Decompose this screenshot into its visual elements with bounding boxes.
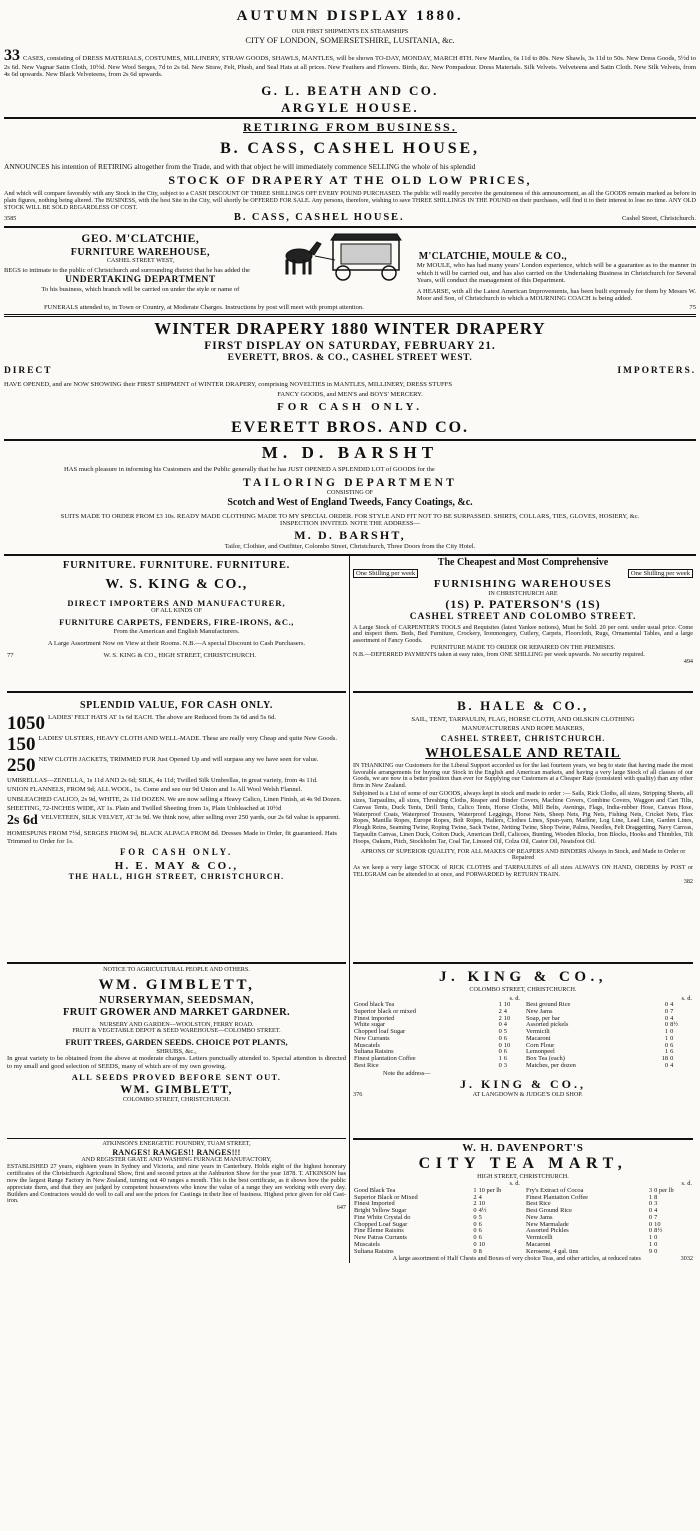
ad-trade: SAIL, TENT, TARPAULIN, FLAG, HORSE CLOTH, AND OILSKIN CLOTHING bbox=[411, 716, 635, 724]
price-item: Corn Flour bbox=[526, 1041, 555, 1049]
price-pence: 4½ bbox=[478, 1207, 487, 1215]
price-shillings: 1 bbox=[498, 1001, 502, 1009]
price-pence: 0 bbox=[670, 1034, 674, 1042]
price-table-left bbox=[353, 1181, 521, 1255]
ad-ranges: RANGES! RANGES!! RANGES!!! bbox=[112, 1148, 241, 1158]
ad-number: 3032 bbox=[680, 1255, 693, 1263]
ad-consisting: CONSISTING OF bbox=[326, 489, 374, 497]
ad-address: COLOMBO STREET, CHRISTCHURCH. bbox=[122, 1095, 231, 1103]
ad-subtitle: AND REGISTER GRATE AND WASHING FURNACE MANUFACTORY, bbox=[81, 1156, 272, 1164]
price-shillings: 1 bbox=[648, 1193, 653, 1201]
price-shillings: 1 bbox=[648, 1234, 653, 1242]
price-pence: 4 bbox=[478, 1193, 482, 1201]
ad-address: Cashel Street, Christchurch. bbox=[622, 215, 696, 223]
ad-mclatchie-footer bbox=[4, 304, 696, 311]
ad-title: RETIRING FROM BUSINESS. bbox=[242, 120, 458, 135]
ad-firm: W. S. KING & CO., bbox=[105, 576, 248, 592]
ad-item: SHEETING, 72-INCHES WIDE, AT 1s. Plain and Twilled Sheeting from 1s, Plain Unbleached at 10½d bbox=[7, 805, 282, 813]
ad-subtitle: FIRST DISPLAY ON SATURDAY, FEBRUARY 21. bbox=[204, 340, 496, 353]
price-pence: 7 bbox=[670, 1007, 674, 1015]
ad-paterson bbox=[353, 556, 693, 689]
price-shillings: 2 bbox=[473, 1193, 477, 1201]
ad-stock: STOCK OF DRAPERY AT THE OLD LOW PRICES, bbox=[168, 173, 532, 188]
ad-body: A Large Stock of CARPENTER'S TOOLS and Requisites (latest Yankee notions), Must be Sold. 20 per cent. under usual price. Come and inspect them. Beds, Bed Furniture, Crockery, Ironmongery, Cutlery, Carpets, Floorcloth, Rugs, Ornamental Tables, and a large assortment of Fancy Goods. bbox=[353, 623, 693, 645]
ad-trade-2: MANUFACTURERS AND ROPE MAKERS, bbox=[461, 724, 585, 732]
price-unit-header: s. d. bbox=[681, 1180, 692, 1188]
price-item: Lemonpeel bbox=[526, 1048, 555, 1056]
price-pence: 4 bbox=[670, 1061, 674, 1069]
price-item: Good black Tea bbox=[354, 1001, 395, 1009]
price-pence: 10 bbox=[503, 1041, 511, 1049]
price-shillings: 0 bbox=[473, 1247, 477, 1255]
price-pence: 4 bbox=[670, 1014, 674, 1022]
ad-title: The Cheapest and Most Comprehensive bbox=[437, 557, 609, 569]
price-pence: 0 bbox=[654, 1240, 658, 1248]
price-shillings: 0 bbox=[648, 1220, 653, 1228]
price-pence: 6 bbox=[478, 1227, 482, 1235]
ad-firm: EVERETT BROS. AND CO. bbox=[231, 418, 469, 436]
price-pence: 10 bbox=[478, 1200, 485, 1208]
ad-footer bbox=[4, 212, 696, 224]
ad-number: 3585 bbox=[4, 215, 17, 223]
price-shillings: 0 bbox=[473, 1213, 477, 1221]
ad-firm: B. HALE & CO., bbox=[457, 698, 589, 714]
ad-intro: ANNOUNCES his intention of RETIRING altogether from the Trade, and with that object he will immediately commence SELLING the whole of his splendid bbox=[4, 161, 476, 171]
ad-note: Note the address— bbox=[383, 1070, 431, 1078]
ad-shilling-right: One Shilling per week bbox=[628, 569, 693, 578]
ad-aprons: APRONS OF SUPERIOR QUALITY, FOR ALL MAKES OF REAPERS AND BINDERS Always in Stock, and Made to Order or Repaired bbox=[360, 847, 686, 862]
price-shillings: 0 bbox=[498, 1041, 502, 1049]
price-unit-header: s. d. bbox=[509, 1180, 520, 1188]
price-pence: 4 bbox=[654, 1207, 658, 1215]
ad-footer: As we keep a very large STOCK of RICK CLOTHS and TARPAULINS of all sizes ALWAYS ON HAND, ORDERS by POST or TELEGRAM can be attended to at once, and FORWARDED by RETURN TRAIN. bbox=[353, 864, 693, 879]
ad-firm: B. CASS, CASHEL HOUSE, bbox=[220, 140, 480, 158]
ad-line-3: From the American and English Manufacturers. bbox=[113, 627, 240, 635]
ad-j-king bbox=[353, 966, 693, 1136]
ad-address: Tailor, Clothier, and Outfitter, Colombo Street, Christchurch, Three Doors from the City Hotel. bbox=[224, 543, 476, 551]
ad-department: TAILORING DEPARTMENT bbox=[242, 477, 458, 490]
ad-ws-king-furniture bbox=[7, 556, 346, 689]
ad-shilling-row bbox=[353, 569, 693, 578]
divider bbox=[4, 226, 696, 228]
price-shillings: 0 bbox=[473, 1240, 477, 1248]
ad-number: 382 bbox=[683, 877, 693, 885]
price-pence: 10 bbox=[654, 1220, 661, 1228]
ad-hearse-text: A HEARSE, with all the Latest American Improvements, has been built expressly for them by Messrs W. Moor and Son, of Christchurch to which a MOURNING COACH is being added. bbox=[416, 287, 696, 302]
ad-item: UNBLEACHED CALICO, 2s 9d, WHITE, 2s 11d DOZEN. We are now selling a Heavy Calico, Linen Finish, at 4s 9d Dozen. bbox=[7, 795, 342, 803]
price-shillings: 1 bbox=[664, 1034, 669, 1042]
ad-address: W. S. KING & CO., HIGH STREET, CHRISTCHURCH. bbox=[103, 651, 257, 659]
price-item: New Marmalade bbox=[526, 1220, 569, 1228]
price-item: Soap, per bar bbox=[526, 1014, 560, 1022]
price-shillings: 18 bbox=[661, 1055, 669, 1062]
ad-address: THE HALL, HIGH STREET, CHRISTCHURCH. bbox=[68, 872, 285, 882]
price-pence: 0 per lb bbox=[654, 1187, 674, 1195]
ad-street: HIGH STREET, CHRISTCHURCH. bbox=[477, 1172, 569, 1180]
price-item: New Currants bbox=[354, 1034, 390, 1042]
ad-heading: FURNISHING WAREHOUSES bbox=[433, 578, 613, 591]
price-item: Finest Imported bbox=[354, 1200, 395, 1208]
price-item: Best ground Rice bbox=[526, 1001, 571, 1009]
ad-firm: H. E. MAY & CO., bbox=[114, 859, 239, 872]
price-item: Finest plantation Coffee bbox=[354, 1055, 416, 1062]
ad-firm: WM. GIMBLETT, bbox=[98, 977, 255, 994]
ad-firm-partnership: M'CLATCHIE, MOULE & CO., bbox=[418, 250, 567, 262]
ad-body: HAVE OPENED, and are NOW SHOWING their FIRST SHIPMENT of WINTER DRAPERY, comprising NOVELTIES in MANTLES, MILLINERY, DRESS STUFFS bbox=[4, 381, 453, 389]
price-shillings: 1 bbox=[664, 1028, 669, 1036]
price-item: Bright Yellow Sugar bbox=[354, 1207, 407, 1215]
price-shillings: 1 bbox=[664, 1048, 669, 1056]
ad-of: OF ALL KINDS OF bbox=[151, 607, 202, 615]
item-text: VELVETEEN, SILK VELVET, AT 3s 9d. We think now, after selling over 250 yards, our 2s 6d value is apparent. bbox=[40, 814, 341, 822]
ad-body bbox=[4, 48, 696, 79]
ad-item: HOMESPUNS FROM 7½d, SERGES FROM 9d, BLACK ALPACA FROM 8d. Dresses Made to Order, fit guaranteed. Hats Trimmed to Order for 1s. bbox=[7, 830, 337, 845]
ad-firm: G. L. BEATH AND CO. bbox=[261, 82, 439, 98]
ad-street: COLOMBO STREET, CHRISTCHURCH. bbox=[469, 985, 577, 993]
price-unit-header: s. d. bbox=[681, 994, 692, 1002]
price-shillings: 0 bbox=[648, 1227, 653, 1235]
ad-he-may bbox=[7, 695, 346, 960]
price-shillings: 1 bbox=[648, 1240, 653, 1248]
price-pence: 10 per lb bbox=[478, 1187, 502, 1195]
ad-footer: A large assortment of Half Chests and Boxes of very choice Teas, and other articles, at reduced rates bbox=[392, 1255, 641, 1263]
price-pence: 4 bbox=[503, 1021, 507, 1029]
ad-title: SPLENDID VALUE, FOR CASH ONLY. bbox=[79, 700, 274, 712]
ad-title: AUTUMN DISPLAY 1880. bbox=[236, 8, 464, 24]
price-item: Finest imported bbox=[354, 1014, 395, 1022]
ad-footer bbox=[7, 652, 346, 659]
price-shillings: 0 bbox=[498, 1021, 502, 1029]
ad-firm: M. D. BARSHT bbox=[261, 443, 439, 463]
price-pence: 0 bbox=[654, 1234, 658, 1242]
ad-trade: FURNITURE WAREHOUSE, bbox=[70, 246, 211, 258]
price-list bbox=[353, 1181, 693, 1255]
price-shillings: 0 bbox=[664, 1014, 669, 1022]
divider bbox=[4, 314, 696, 317]
price-pence: 10 bbox=[503, 1014, 511, 1022]
ad-nursery: NURSERY AND GARDEN—WOOLSTON, FERRY ROAD. bbox=[99, 1020, 254, 1028]
price-item: New Jams bbox=[526, 1213, 553, 1221]
price-shillings: 2 bbox=[498, 1014, 502, 1022]
ad-left-column bbox=[4, 230, 281, 302]
price-shillings: 0 bbox=[648, 1207, 653, 1215]
ad-deferred: N.B.—DEFERRED PAYMENTS taken at easy rates, from ONE SHILLING per week upwards. No security required. bbox=[353, 650, 645, 658]
price-pence: 3 bbox=[503, 1061, 507, 1069]
ad-footer bbox=[353, 1092, 693, 1099]
ad-moule-text: Mr MOULE, who has had many years' London experience, which will be a guarantee as to the manner in which it will be carried out, and has also carried on the Undertaking Business in Christchurch for Several Years, will conduct the management of this Department. bbox=[416, 262, 696, 285]
price-shillings: 1 bbox=[498, 1055, 502, 1062]
divider bbox=[4, 439, 696, 441]
price-row bbox=[525, 1249, 693, 1256]
left-column bbox=[4, 556, 350, 1263]
price-shillings: 0 bbox=[473, 1220, 477, 1228]
ad-line-1: DIRECT IMPORTERS AND MANUFACTURER, bbox=[67, 597, 286, 608]
ad-body: In great variety to be obtained from the above at moderate charges. Letters punctually attended to. Special attention is directed to my small and good selection of SEEDS, many of which are of my own growing. bbox=[7, 1055, 346, 1070]
price-item: Best Ground Rice bbox=[526, 1207, 572, 1215]
price-item: Vermicelli bbox=[526, 1234, 553, 1242]
price-item: Matches, per dozen bbox=[526, 1061, 576, 1069]
divider bbox=[7, 962, 346, 964]
price-shillings: 0 bbox=[473, 1227, 477, 1235]
price-pence: 6 bbox=[503, 1055, 507, 1062]
ad-intro: BEGS to intimate to the public of Christchurch and surrounding district that he has added the bbox=[4, 266, 250, 274]
price-item: Good Black Tea bbox=[354, 1187, 396, 1195]
price-shillings: 0 bbox=[664, 1061, 669, 1069]
ad-street: CASHEL STREET WEST, bbox=[106, 257, 175, 265]
price-list bbox=[353, 996, 693, 1070]
ad-body-text: CASES, consisting of DRESS MATERIALS, COSTUMES, MILLINERY, STRAW GOODS, SHAWLS, MANTLES, will be shown TO-DAY, MONDAY, MARCH 8TH. New Mantles, 6s 11d to 80s. New Shawls, 3s 11d to 50s. New Dress Goods, 5½d to 2s 6d. New Vagnar Satin Cloth, 10½d. New Wool Serges, 7d to 2s 6d. New Straw, Felt, Plush, and Seal Hats at all prices. New Feathers and Flowers. Birds, &c. New Pompadour. Dress Materials. Silk Velvets. Velveteens and Satin Cloth. New Silk Velvets, from 4s 6d upwards. New Black Velveteens, from 2s 6d upwards. bbox=[4, 54, 696, 79]
ad-body: And which will compare favorably with any Stock in the City, subject to a CASH DISCOUNT OF THREE SHILLINGS OFF EVERY POUND PURCHASED. The public will readily perceive the genuineness of this announcement, as all the GOODS remain marked as before in plain figures, nothing being altered. The BUSINESS, with the best Site in the City, will shortly be OFFERED FOR SALE. Any persons, therefore, wishing to save THREE SHILLINGS IN THE POUND on their purchases, will find it to their interest to lose no time. ANY OLD STOCK WILL BE SOLD REGARDLESS OF COST. bbox=[4, 189, 696, 211]
price-item: New Jams bbox=[526, 1007, 553, 1015]
ad-body: To his business, which branch will be carried on under the style or name of bbox=[41, 286, 240, 294]
price-pence: 5 bbox=[478, 1213, 482, 1221]
divider bbox=[353, 691, 693, 693]
ad-footer-firm: J. KING & CO., bbox=[460, 1077, 586, 1092]
price-item: Box Tea (each) bbox=[526, 1055, 565, 1062]
ad-subtitle-ships: CITY OF LONDON, SOMERSETSHIRE, LUSITANIA, &c. bbox=[245, 35, 455, 46]
ad-firm-line: EVERETT, BROS. & CO., CASHEL STREET WEST. bbox=[227, 353, 473, 364]
price-item: New Patras Currants bbox=[354, 1234, 407, 1242]
price-shillings: 0 bbox=[648, 1213, 653, 1221]
ad-item bbox=[7, 714, 346, 733]
divider bbox=[353, 1138, 693, 1140]
ad-intro: HAS much pleasure in informing his Customers and the Public generally that he has JUST OPENED A SPLENDID LOT of GOODS for the bbox=[64, 465, 435, 473]
price-item: Kerosene, 4 gal. tins bbox=[526, 1247, 579, 1255]
price-shillings: 0 bbox=[498, 1048, 502, 1056]
price-shillings: 0 bbox=[664, 1007, 669, 1015]
ad-item bbox=[7, 735, 346, 754]
ad-street: CASHEL STREET, CHRISTCHURCH. bbox=[440, 734, 606, 744]
ad-item bbox=[7, 756, 346, 775]
ad-footer-row bbox=[353, 1256, 693, 1263]
price-shillings: 0 bbox=[498, 1034, 502, 1042]
price-shillings: 1 bbox=[473, 1187, 477, 1195]
ad-goods: Scotch and West of England Tweeds, Fancy Coatings, &c. bbox=[227, 497, 473, 509]
price-pence: 7 bbox=[654, 1213, 658, 1221]
price-item: White sugar bbox=[354, 1021, 386, 1029]
ad-importers: IMPORTERS. bbox=[617, 366, 696, 377]
ad-title: ATKINSON'S ENERGETIC FOUNDRY, TUAM STREET, bbox=[102, 1140, 251, 1148]
ad-body-2: FANCY GOODS, and MEN'S and BOYS' MERCERY. bbox=[277, 390, 423, 398]
ad-number: 75 bbox=[689, 304, 696, 312]
ad-body: ESTABLISHED 27 years, eighteen years in Sydney and Victoria, and nine years in Canterbury. Holds eight of the highest honorary certificates of the Christchurch Agricultural Show, first and second prizes at the Ashburton Show for the year 1878. T. ATKINSON has now the largest Range Factory in New Zealand, turning out 40 ranges a month. This is the best certificate, as it shows how the public appreciate them, and that they are judged by competent housewives who know the value of a range they are working with every day. Builders and Contractors would do well to call and see the prices for Castings in their line of business. Highest price given for old Cast-iron. bbox=[7, 1163, 346, 1205]
ad-winter-drapery bbox=[4, 319, 696, 437]
ad-footer-firm: M. D. BARSHT, bbox=[294, 528, 406, 543]
ad-firm: (1S) P. PATERSON'S (1S) bbox=[445, 596, 601, 611]
ad-firm: J. KING & CO., bbox=[439, 969, 607, 986]
ad-davenport bbox=[353, 1142, 693, 1263]
ad-autumn-display bbox=[4, 8, 696, 115]
ad-line-2: FURNITURE CARPETS, FENDERS, FIRE-IRONS, &C., bbox=[59, 617, 294, 628]
ad-gimblett bbox=[7, 966, 346, 1136]
ad-title: FURNITURE. FURNITURE. FURNITURE. bbox=[62, 560, 291, 572]
item-text: LADIES' FELT HATS AT 1s 6d EACH. The above are Reduced from 3s 6d and 5s 6d. bbox=[48, 713, 277, 721]
price-item: Superior Black or Mixed bbox=[354, 1193, 418, 1201]
ad-footer-firm: B. CASS, CASHEL HOUSE. bbox=[233, 212, 405, 224]
right-column bbox=[350, 556, 696, 1263]
price-pence: 4 bbox=[503, 1007, 507, 1015]
ad-body: IN THANKING our Customers for the Liberal Support accorded us for the last fourteen years, we beg to state that having made the most favorable arrangements for buying our Stock in the English and American markets, and having a very large Stock of all classes of our Goods, we are now in a better position than ever for Supplying our Customers at a Cheaper Rate (consistent with quality) than any other firm in New Zealand. bbox=[353, 761, 693, 790]
price-item: Superior black or mixed bbox=[354, 1007, 416, 1015]
divider bbox=[353, 962, 693, 964]
ad-depot: FRUIT & VEGETABLE DEPOT & SEED WAREHOUSE—COLOMBO STREET. bbox=[72, 1027, 281, 1035]
price-item: Assorted Pickles bbox=[526, 1227, 569, 1235]
price-pence: 5 bbox=[503, 1028, 507, 1036]
price-item: Assorted pickels bbox=[526, 1021, 569, 1029]
price-item: Vermicili bbox=[526, 1028, 550, 1036]
price-pence: 6 bbox=[670, 1048, 674, 1056]
item-text: NEW CLOTH JACKETS, TRIMMED FUR Just Opened Up and will surpass any we have seen for value. bbox=[38, 755, 319, 763]
ad-subtitle: OUR FIRST SHIPMENTS EX STEAMSHIPS bbox=[291, 28, 409, 36]
ad-number: 77 bbox=[7, 651, 14, 659]
price-item: Chopped loaf Sugar bbox=[354, 1028, 406, 1036]
price-pence: 8 bbox=[478, 1247, 482, 1255]
price-pence: 6 bbox=[503, 1048, 507, 1056]
ad-direct: DIRECT bbox=[4, 366, 53, 377]
ad-item: UNION FLANNELS, FROM 9d; ALL WOOL, 1s. Come and see our 9d Union and 1s All Wool Welsh Flannel. bbox=[7, 786, 303, 794]
price-item: Macaroni bbox=[526, 1034, 551, 1042]
ad-item: UMBRELLAS—ZENELLA, 1s 11d AND 2s 6d; SILK, 4s 11d; Twilled Silk Umbrellas, in great variety, from 4s 11d. bbox=[7, 776, 318, 784]
ad-barsht bbox=[4, 443, 696, 550]
ad-number: 647 bbox=[336, 1204, 346, 1212]
price-pence: 8½ bbox=[654, 1227, 663, 1235]
ad-notice: NOTICE TO AGRICULTURAL PEOPLE AND OTHERS. bbox=[103, 966, 250, 974]
ad-trade: NURSERYMAN, SEEDSMAN, bbox=[99, 994, 254, 1006]
ad-department: UNDERTAKING DEPARTMENT bbox=[65, 275, 216, 286]
ad-shrubs: SHRUBS, &c., bbox=[156, 1048, 197, 1056]
price-pence: 8½ bbox=[670, 1021, 679, 1029]
ad-title: WINTER DRAPERY 1880 WINTER DRAPERY bbox=[154, 318, 546, 338]
ad-direct-importers bbox=[4, 366, 696, 377]
price-row bbox=[353, 1249, 521, 1256]
price-table-right bbox=[525, 996, 693, 1070]
item-number: 250 bbox=[7, 754, 36, 776]
price-item: Chopped Loaf Sugar bbox=[354, 1220, 408, 1228]
price-table-left bbox=[353, 996, 521, 1070]
price-shillings: 2 bbox=[498, 1007, 502, 1015]
price-item: Fine Eleme Raisins bbox=[354, 1227, 404, 1235]
ad-cass-retiring bbox=[4, 121, 696, 224]
price-item: Best Rice bbox=[526, 1200, 551, 1208]
ad-cash-only: FOR CASH ONLY. bbox=[277, 401, 423, 414]
ad-shilling-left: One Shilling per week bbox=[353, 569, 418, 578]
price-pence: 3 bbox=[654, 1200, 658, 1208]
ad-address: AT LANGDOWN & JUDGE'S OLD SHOP. bbox=[472, 1091, 583, 1099]
ad-list: Subjoined is a List of some of our GOODS, always kept in stock and made to order :— Sails, Rick Cloths, all sizes, Stripping Sheets, all sizes, Tarpaulins, all sizes, Threshing Cloths, Reaper and Binder Covers, Machine Covers, Combine Covers, Waggon and Cart Tilts, Canvas Tents, Duck Tents, Drill Tents, Calico Tents, Horse Cloths, Mill Belts, Awnings, Flags, India-rubber Hose, Canvas Hose, Waterproof Coats, Waterproof Trousers, Waterproof Leggings, Horse Nets, Sheep Nets, Pig Nets, Fishing Nets, Cricket Nets, Flax Ropes, Manilla Ropes, Europe Ropes, Bolt Ropes, Halters, Clothes Lines, Spun-yarn, Marline, Log Line, Lead Line, Garden Lines, Plough Reins, Seaming Twine, Roping Twine, Sack Twine, Netting Twine, Shop Twine, Palms, Needles, Felt Draggetting, Navy Canvas, Tarpaulin Canvas, Linen Duck, Cotton Duck, American Drill, Calicoes, Bunting, Wooden Blocks, Iron Blocks, Hooks and Thimbles, Tilt Hoops, Oakum, Pitch, Stockholm Tar, Coal Tar, Linseed Oil, Colza Oil, Castor Oil, Neatsfoot Oil. bbox=[353, 790, 693, 845]
price-pence: 6 bbox=[478, 1220, 482, 1228]
price-item: Muscatels bbox=[354, 1041, 380, 1049]
price-unit-header: s. d. bbox=[509, 994, 520, 1002]
ad-title: CITY TEA MART, bbox=[418, 1155, 628, 1173]
ad-made: FURNITURE MADE TO ORDER OR REPAIRED ON THE PREMISES. bbox=[430, 643, 616, 651]
ad-trade-2: FRUIT GROWER AND MARKET GARDNER. bbox=[62, 1006, 290, 1018]
price-pence: 0 bbox=[670, 1055, 674, 1062]
price-row bbox=[353, 1063, 521, 1070]
price-shillings: 0 bbox=[473, 1207, 477, 1215]
ad-hale bbox=[353, 695, 693, 960]
item-text: LADIES' ULSTERS, HEAVY CLOTH AND WELL-MADE. These are really very Cheap and quite New Goods. bbox=[38, 734, 338, 742]
ad-trees: FRUIT TREES, GARDEN SEEDS. CHOICE POT PLANTS, bbox=[65, 1037, 288, 1048]
price-item: Macaroni bbox=[526, 1240, 551, 1248]
two-column-section bbox=[4, 554, 696, 1263]
price-shillings: 0 bbox=[648, 1200, 653, 1208]
ad-footer-firm: WM. GIMBLETT, bbox=[120, 1081, 233, 1096]
ad-invite: INSPECTION INVITED. NOTE THE ADDRESS— bbox=[280, 519, 420, 527]
price-pence: 6 bbox=[478, 1234, 482, 1242]
price-shillings: 0 bbox=[664, 1021, 669, 1029]
divider bbox=[7, 691, 346, 693]
price-shillings: 9 bbox=[648, 1247, 653, 1255]
price-pence: 8 bbox=[654, 1193, 658, 1201]
price-pence: 10 bbox=[478, 1240, 485, 1248]
price-item: Best Rice bbox=[354, 1061, 379, 1069]
ad-suits: SUITS MADE TO ORDER FROM £3 10s. READY MADE CLOTHING MADE TO MY SPECIAL ORDER. FOR STYLE AND FIT NOT TO BE SURPASSED. SHIRTS, COLLARS, TIES, GLOVES, HOSIERY, &c. bbox=[60, 512, 640, 520]
ad-firm: W. H. DAVENPORT'S bbox=[462, 1142, 584, 1155]
price-shillings: 0 bbox=[664, 1001, 669, 1009]
price-shillings: 2 bbox=[473, 1200, 477, 1208]
item-number: 150 bbox=[7, 733, 36, 755]
ad-street: CASHEL STREET AND COLOMBO STREET. bbox=[409, 611, 637, 622]
price-table-right bbox=[525, 1181, 693, 1255]
ad-right-column bbox=[281, 230, 696, 302]
price-pence: 4 bbox=[670, 1001, 674, 1009]
divider bbox=[4, 117, 696, 119]
ad-number: 376 bbox=[353, 1091, 363, 1099]
price-shillings: 0 bbox=[498, 1061, 502, 1069]
ad-body: A Large Assortment Now on View at their Rooms. N.B.—A special Discount to Cash Purchasers. bbox=[47, 640, 306, 648]
ad-mclatchie bbox=[4, 230, 696, 302]
ad-heading: WHOLESALE AND RETAIL bbox=[425, 745, 621, 761]
price-pence: 0 bbox=[654, 1247, 658, 1255]
price-pence: 0 bbox=[670, 1028, 674, 1036]
item-number: 2s 6d bbox=[7, 813, 38, 829]
divider bbox=[7, 1138, 346, 1139]
price-shillings: 0 bbox=[664, 1041, 669, 1049]
ad-proved: ALL SEEDS PROVED BEFORE SENT OUT. bbox=[71, 1072, 282, 1083]
price-item: Fine White Crystal do bbox=[354, 1213, 411, 1221]
item-number: 1050 bbox=[7, 712, 45, 734]
ad-atkinson bbox=[7, 1141, 346, 1212]
ad-number: 33 bbox=[4, 46, 20, 64]
price-pence: 6 bbox=[670, 1041, 674, 1049]
ad-in: IN CHRISTCHURCH ARE bbox=[488, 589, 558, 597]
price-pence: 6 bbox=[503, 1034, 507, 1042]
ad-item bbox=[7, 814, 346, 828]
price-item: Sultana Raisins bbox=[354, 1247, 394, 1255]
ad-house: ARGYLE HOUSE. bbox=[280, 99, 420, 115]
ad-firm: GEO. M'CLATCHIE, bbox=[81, 233, 200, 246]
price-item: Sultana Raisins bbox=[354, 1048, 394, 1056]
hearse-illustration bbox=[281, 230, 411, 282]
price-item: Fry's Extract of Cocoa bbox=[526, 1187, 584, 1195]
price-shillings: 0 bbox=[498, 1028, 502, 1036]
price-shillings: 0 bbox=[473, 1234, 477, 1242]
price-item: Muscatels bbox=[354, 1240, 380, 1248]
price-row bbox=[525, 1063, 693, 1070]
price-shillings: 3 bbox=[648, 1187, 653, 1195]
price-pence: 10 bbox=[503, 1001, 511, 1009]
ad-cash-only: FOR CASH ONLY. bbox=[120, 847, 233, 858]
ad-number: 494 bbox=[683, 657, 693, 665]
price-item: Finest Plantation Coffee bbox=[526, 1193, 589, 1201]
ad-footer: FUNERALS attended to, in Town or Country, at Moderate Charges. Instructions by post will meet with prompt attention. bbox=[44, 304, 364, 312]
